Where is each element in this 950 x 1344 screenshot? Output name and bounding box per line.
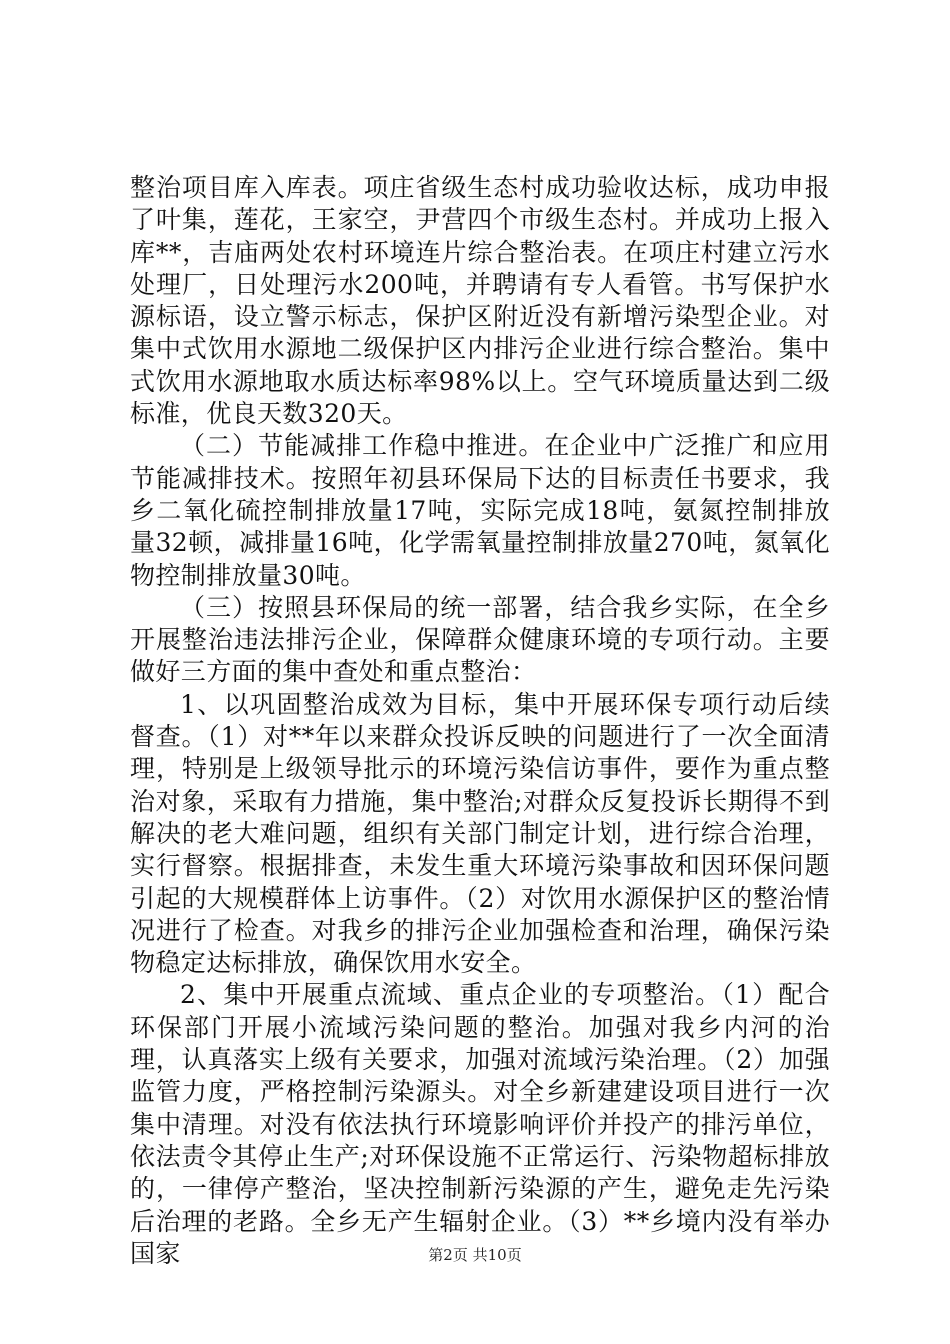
page-number-footer: 第2页 共10页 [428,1246,522,1264]
paragraph-energy-saving: （二）节能减排工作稳中推进。在企业中广泛推广和应用节能减排技术。按照年初县环保局下达的目标责任书要求，我乡二氧化硫控制排放量17吨，实际完成18吨，氨氮控制排放量32顿，减排量16吨，化学需氧量控制排放量270吨，氮氧化物控制排放量30吨。 [130,431,830,590]
document-body [130,172,830,1270]
paragraph-continuation: 整治项目库入库表。项庄省级生态村成功验收达标，成功申报了叶集，莲花，王家空，尹营四个市级生态村。并成功上报入库**，吉庙两处农村环境连片综合整治表。在项庄村建立污水处理厂，日处理污水200吨，并聘请有专人看管。书写保护水源标语，设立警示标志，保护区附近没有新增污染型企业。对集中式饮用水源地二级保护区内排污企业进行综合整治。集中式饮用水源地取水质达标率98%以上。空气环境质量达到二级标准，优良天数320天。 [130,173,830,429]
paragraph-item-2: 2、集中开展重点流域、重点企业的专项整治。（1）配合环保部门开展小流域污染问题的整治。加强对我乡内河的治理，认真落实上级有关要求，加强对流域污染治理。（2）加强监管力度，严格控制污染源头。对全乡新建建设项目进行一次集中清理。对没有依法执行环境影响评价并投产的排污单位，依法责令其停止生产;对环保设施不正常运行、污染物超标排放的，一律停产整治，坚决控制新污染源的产生，避免走先污染后治理的老路。全乡无产生辐射企业。（3）**乡境内没有举办国家 [130,980,830,1268]
paragraph-special-action: （三）按照县环保局的统一部署，结合我乡实际，在全乡开展整治违法排污企业，保障群众健康环境的专项行动。主要做好三方面的集中查处和重点整治： [130,592,830,687]
paragraph-item-1: 1、以巩固整治成效为目标，集中开展环保专项行动后续督查。（1）对**年以来群众投诉反映的问题进行了一次全面清理，特别是上级领导批示的环境污染信访事件，要作为重点整治对象，采取有力措施，集中整治;对群众反复投诉长期得不到解决的老大难问题，组织有关部门制定计划，进行综合治理，实行督察。根据排查，未发生重大环境污染事故和因环保问题引起的大规模群体上访事件。（2）对饮用水源保护区的整治情况进行了检查。对我乡的排污企业加强检查和治理，确保污染物稳定达标排放，确保饮用水安全。 [130,689,830,978]
